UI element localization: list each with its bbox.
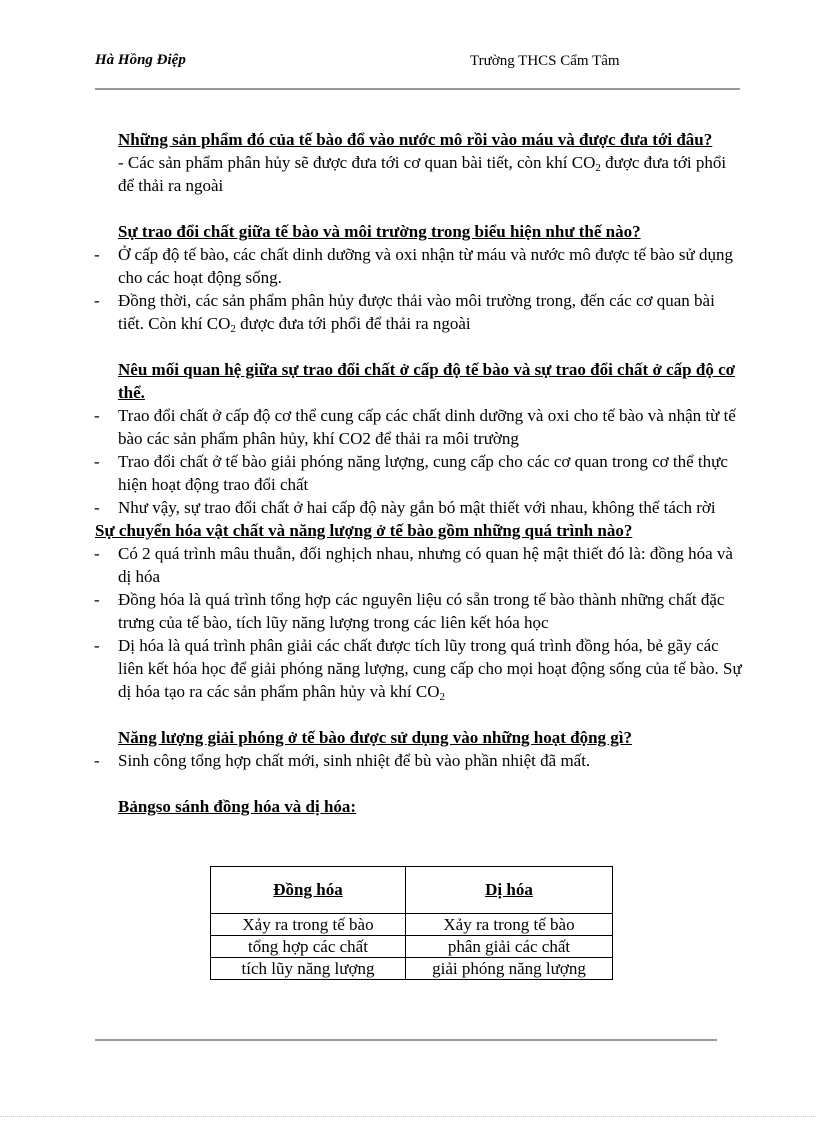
list-item: - Ở cấp độ tế bào, các chất dinh dưỡng và oxi nhận từ máu và nước mô được tế bào sử dụng cho các hoạt động sống. — [94, 243, 743, 289]
question-heading: Sự chuyển hóa vật chất và năng lượng ở tế bào gồm những quá trình nào? — [95, 521, 633, 540]
list-item: - Trao đổi chất ở cấp độ cơ thể cung cấp các chất dinh dưỡng và oxi cho tế bào và nhận từ tế bào các sản phẩm phân hủy, khí CO2 để thải ra môi trường — [94, 404, 743, 450]
list-item: - Như vậy, sự trao đổi chất ở hai cấp độ này gắn bó mật thiết với nhau, không thể tách rời — [94, 496, 743, 519]
header-author: Hà Hồng Điệp — [95, 52, 186, 68]
header-divider — [95, 88, 740, 90]
table-cell: giải phóng năng lượng — [406, 958, 613, 980]
answer-list — [118, 749, 743, 772]
table-header-cell: Đồng hóa — [211, 867, 406, 914]
table-row — [211, 936, 613, 958]
list-item: - Trao đổi chất ở tế bào giải phóng năng lượng, cung cấp cho các cơ quan trong cơ thể thực hiện hoạt động trao đổi chất — [94, 450, 743, 496]
table-row — [211, 958, 613, 980]
table-cell: phân giải các chất — [406, 936, 613, 958]
table-header-row — [211, 867, 613, 914]
list-item: - Đồng hóa là quá trình tổng hợp các nguyên liệu có sẵn trong tế bào thành những chất đặc trưng của tế bào, tích lũy năng lượng trong các liên kết hóa học — [94, 588, 743, 634]
header-school: Trường THCS Cẩm Tâm — [470, 53, 620, 69]
list-item: - Có 2 quá trình mâu thuẫn, đối nghịch nhau, nhưng có quan hệ mật thiết đó là: đồng hóa và dị hóa — [94, 542, 743, 588]
list-item: - Dị hóa là quá trình phân giải các chất được tích lũy trong quá trình đồng hóa, bẻ gãy các liên kết hóa học để giải phóng năng lượng, cung cấp cho mọi hoạt động sống của tế bào. Sự dị hóa tạo ra các sản phẩm phân hủy và khí $CO_2$ — [94, 634, 743, 703]
question-heading: Nêu mối quan hệ giữa sự trao đổi chất ở cấp độ tế bào và sự trao đổi chất ở cấp độ cơ thể. — [118, 360, 736, 402]
answer-list — [118, 243, 743, 335]
answer-list — [118, 404, 743, 519]
list-item: - Sinh công tổng hợp chất mới, sinh nhiệt để bù vào phần nhiệt đã mất. — [94, 749, 743, 772]
list-item: - Đồng thời, các sản phẩm phân hủy được thải vào môi trường trong, đến các cơ quan bài tiết. Còn khí $CO_2$ được đưa tới phổi để thải ra ngoài — [94, 289, 743, 335]
comparison-table — [210, 866, 613, 980]
answer-text: - Các sản phẩm phân hủy sẽ được đưa tới cơ quan bài tiết, còn khí $CO_2$ được đưa tới phổi để thải ra ngoài — [118, 153, 727, 195]
table-cell: Xảy ra trong tế bào — [406, 914, 613, 936]
table-cell: Xảy ra trong tế bào — [211, 914, 406, 936]
table-header-cell: Dị hóa — [406, 867, 613, 914]
page-edge — [0, 1116, 816, 1117]
document-body — [95, 128, 743, 818]
question-heading: Sự trao đổi chất giữa tế bào và môi trường trong biểu hiện như thế nào? — [118, 222, 641, 241]
question-heading: Những sản phẩm đó của tế bào đổ vào nước mô rồi vào máu và được đưa tới đâu? — [118, 130, 713, 149]
table-cell: tích lũy năng lượng — [211, 958, 406, 980]
table-row — [211, 914, 613, 936]
question-heading: Năng lượng giải phóng ở tế bào được sử dụng vào những hoạt động gì? — [118, 728, 633, 747]
table-cell: tổng hợp các chất — [211, 936, 406, 958]
table-title: Bảngso sánh đồng hóa và dị hóa: — [118, 797, 357, 816]
answer-list — [118, 542, 743, 703]
footer-divider — [95, 1039, 717, 1041]
